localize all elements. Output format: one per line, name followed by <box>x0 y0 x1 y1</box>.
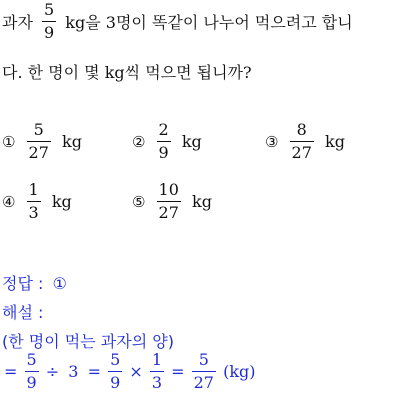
option-marker: ② <box>132 132 146 151</box>
fraction-denominator: 9 <box>158 143 169 162</box>
equation-fraction <box>108 352 122 391</box>
answer-value: ① <box>52 274 67 293</box>
fraction-denominator: 9 <box>44 23 55 42</box>
fraction-denominator: 9 <box>26 373 37 392</box>
fraction-numerator: 1 <box>151 350 163 369</box>
fraction-bar <box>108 371 122 372</box>
option-2[interactable] <box>132 122 202 161</box>
fraction-numerator: 5 <box>44 0 55 19</box>
option-unit: kg <box>51 192 72 211</box>
equation-fraction <box>192 352 216 391</box>
option-fraction <box>157 182 181 221</box>
fraction-bar <box>42 21 56 22</box>
fraction-numerator: 8 <box>296 120 307 139</box>
fraction-denominator: 27 <box>28 143 49 162</box>
fraction-numerator: 2 <box>158 120 169 139</box>
explanation-note: (한 명이 먹는 과자의 양) <box>2 332 174 351</box>
option-fraction <box>157 122 171 161</box>
fraction-numerator: 5 <box>26 350 37 369</box>
option-3[interactable] <box>265 122 345 161</box>
option-marker: ③ <box>265 132 279 151</box>
fraction-numerator: 10 <box>158 180 179 199</box>
fraction-bar <box>290 141 314 142</box>
option-fraction <box>27 122 51 161</box>
option-unit: kg <box>181 132 202 151</box>
equals-sign: = <box>171 362 185 381</box>
option-5[interactable] <box>132 182 212 221</box>
fraction-bar <box>27 141 51 142</box>
equals-sign: = <box>4 362 18 381</box>
equation-number: 3 <box>68 362 79 381</box>
question-line-2: 다. 한 명이 몇 kg씩 먹으면 됩니까? <box>2 63 252 82</box>
fraction-bar <box>192 371 216 372</box>
equals-sign: = <box>87 362 101 381</box>
equation-unit: (kg) <box>223 362 256 381</box>
fraction-bar <box>150 371 164 372</box>
fraction-denominator: 27 <box>193 373 214 392</box>
option-4[interactable] <box>2 182 72 221</box>
option-marker: ⑤ <box>132 192 146 211</box>
fraction-bar <box>27 201 41 202</box>
option-fraction <box>27 182 41 221</box>
multiply-sign: × <box>129 362 143 381</box>
fraction-denominator: 27 <box>291 143 312 162</box>
option-unit: kg <box>325 132 345 151</box>
answer-label: 정답 : <box>2 274 44 293</box>
fraction-denominator: 3 <box>151 373 163 392</box>
fraction-denominator: 9 <box>110 373 121 392</box>
question-line-1 <box>2 2 353 41</box>
option-marker: ④ <box>2 192 16 211</box>
divide-sign: ÷ <box>45 362 60 381</box>
option-1[interactable] <box>2 122 82 161</box>
question-fraction <box>42 2 56 41</box>
fraction-numerator: 5 <box>198 350 209 369</box>
equation-fraction <box>25 352 39 391</box>
option-unit: kg <box>62 132 82 151</box>
fraction-bar <box>157 141 171 142</box>
explanation-equation <box>2 352 258 391</box>
fraction-numerator: 5 <box>33 120 44 139</box>
fraction-numerator: 5 <box>110 350 121 369</box>
option-marker: ① <box>2 132 16 151</box>
fraction-bar <box>157 201 181 202</box>
fraction-numerator: 1 <box>28 180 39 199</box>
fraction-bar <box>25 371 39 372</box>
answer-line <box>2 271 67 294</box>
option-fraction <box>290 122 314 161</box>
question-prefix: 과자 <box>2 13 33 32</box>
equation-fraction <box>150 352 164 391</box>
fraction-denominator: 27 <box>158 203 179 222</box>
fraction-denominator: 3 <box>28 203 39 222</box>
question-suffix: kg을 3명이 똑같이 나누어 먹으려고 합니 <box>65 13 353 32</box>
explanation-label: 해설 : <box>2 303 44 322</box>
option-unit: kg <box>192 192 212 211</box>
